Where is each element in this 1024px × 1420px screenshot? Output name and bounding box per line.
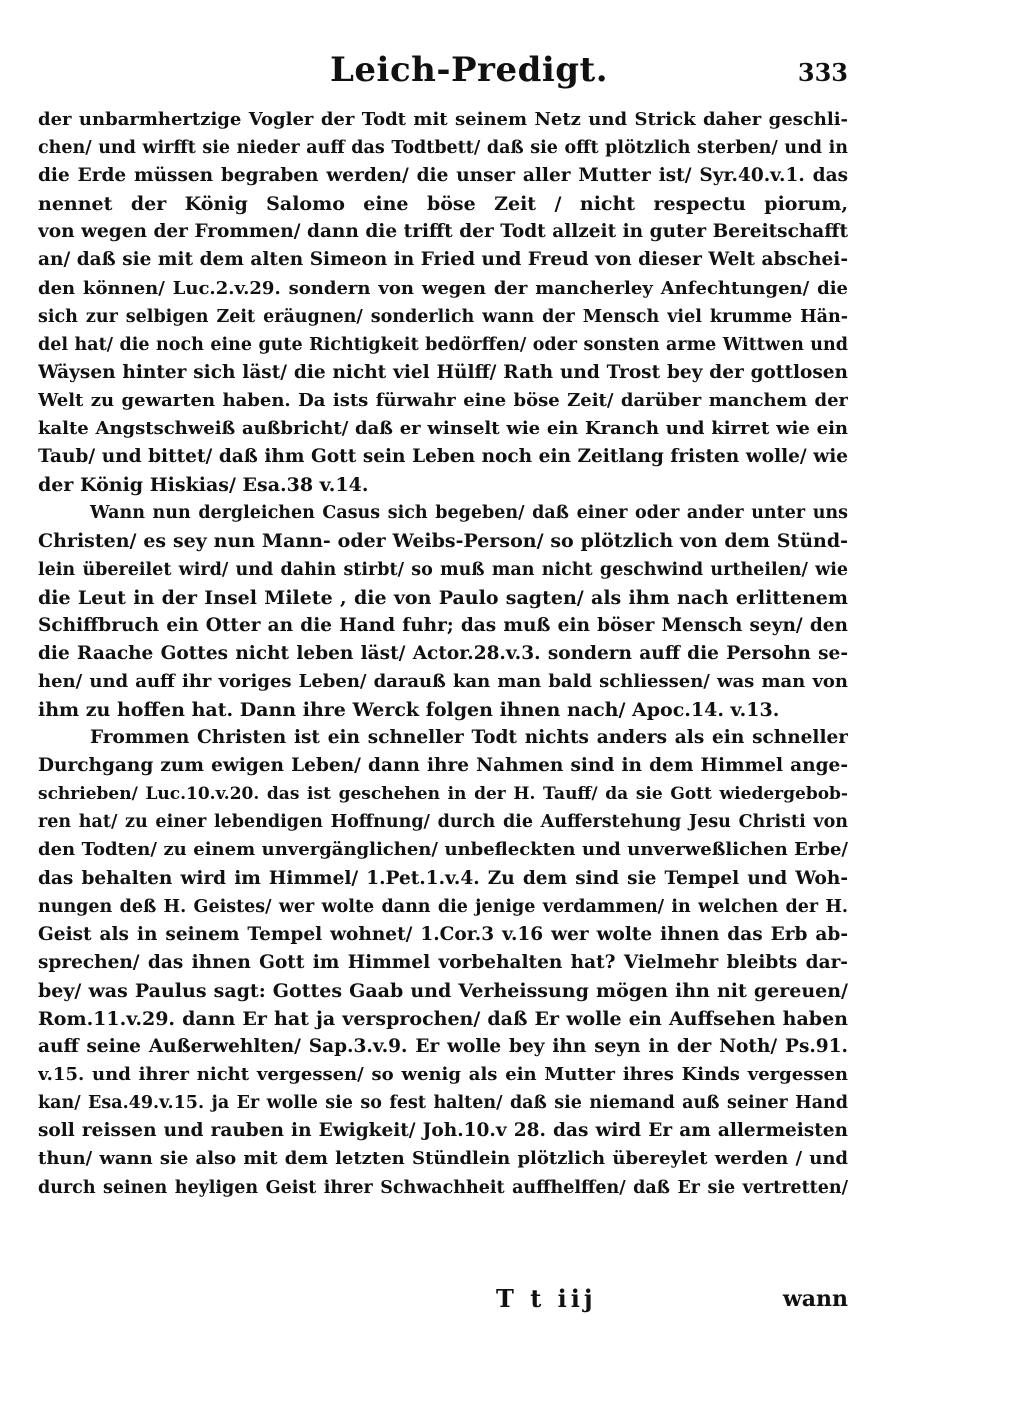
text-line: das behalten wird im Himmel/ 1.Pet.1.v.4. Zu dem sind sie Tempel und Woh- <box>38 867 848 889</box>
text-line: chen/ und wirfft sie nieder auff das Todtbett/ daß sie offt plötzlich sterben/ und in <box>38 138 848 159</box>
text-line: Welt zu gewarten haben. Da ists fürwahr eine böse Zeit/ darüber manchem der <box>38 389 848 411</box>
text-line: del hat/ die noch eine gute Richtigkeit bedörffen/ oder sonsten arme Wittwen und <box>38 334 848 355</box>
text-line: ihm zu hoffen hat. Dann ihre Werck folgen ihnen nach/ Apoc.14. v.13. <box>38 698 780 721</box>
text-line: kalte Angstschweiß außbricht/ daß er winselt wie ein Kranch und kirret wie ein <box>38 418 848 440</box>
text-line: von wegen der Frommen/ dann die trifft der Todt allzeit in guter Bereitschafft <box>38 221 848 243</box>
text-line: Taub/ und bittet/ daß ihm Gott sein Leben noch ein Zeitlang fristen wolle/ wie <box>38 446 848 468</box>
text-line: den Todten/ zu einem unvergänglichen/ unbefleckten und unverweßlichen Erbe/ <box>38 839 848 861</box>
text-line: nennet der König Salomo eine böse Zeit / nicht respectu piorum, <box>38 193 848 216</box>
text-line: sich zur selbigen Zeit eräugnen/ sonderlich wann der Mensch viel krumme Hän- <box>38 306 848 327</box>
text-line: Geist als in seinem Tempel wohnet/ 1.Cor.3 v.16 wer wolte ihnen das Erb ab- <box>38 923 848 945</box>
page-footer <box>0 1284 1024 1320</box>
text-line: die Leut in der Insel Milete , die von Paulo sagten/ als ihm nach erlittenem <box>38 586 848 609</box>
text-line: kan/ Esa.49.v.15. ja Er wolle sie so fest halten/ daß sie niemand auß seiner Hand <box>38 1093 848 1114</box>
text-line: bey/ was Paulus sagt: Gottes Gaab und Verheissung mögen ihn nit gereuen/ <box>38 979 848 1002</box>
page-number: 333 <box>797 58 848 87</box>
page-header <box>0 50 1024 98</box>
text-line: ren hat/ zu einer lebendigen Hoffnung/ durch die Aufferstehung Jesu Christi von <box>38 812 848 833</box>
text-line: der König Hiskias/ Esa.38 v.14. <box>38 474 369 497</box>
catchword: wann <box>782 1286 848 1312</box>
text-line: schrieben/ Luc.10.v.20. das ist geschehen in der H. Tauff/ da sie Gott wiedergebob- <box>38 784 848 805</box>
text-line: thun/ wann sie also mit dem letzten Stündlein plötzlich übereylet werden / und <box>38 1148 848 1170</box>
paragraph-first-line: Frommen Christen ist ein schneller Todt nichts anders als ein schneller <box>90 727 848 749</box>
text-line: lein übereilet wird/ und dahin stirbt/ so muß man nicht geschwind urtheilen/ wie <box>38 559 848 580</box>
signature-mark: T t iij <box>496 1284 597 1313</box>
text-line: sprechen/ das ihnen Gott im Himmel vorbehalten hat? Vielmehr bleibts dar- <box>38 951 848 973</box>
text-line: an/ daß sie mit dem alten Simeon in Fried und Freud von dieser Welt abschei- <box>38 249 848 271</box>
text-line: den können/ Luc.2.v.29. sondern von wegen der mancherley Anfechtungen/ die <box>38 277 848 299</box>
text-line: Rom.11.v.29. dann Er hat ja versprochen/ daß Er wolle ein Auffsehen haben <box>38 1008 848 1030</box>
running-title: Leich-Predigt. <box>330 50 609 90</box>
text-line: der unbarmhertzige Vogler der Todt mit seinem Netz und Strick daher geschli- <box>38 109 848 130</box>
text-line: Durchgang zum ewigen Leben/ dann ihre Nahmen sind in dem Himmel ange- <box>38 755 848 777</box>
text-line: nungen deß H. Geistes/ wer wolte dann die jenige verdammen/ in welchen der H. <box>38 896 848 917</box>
text-line: die Erde müssen begraben werden/ die unser aller Mutter ist/ Syr.40.v.1. das <box>38 165 848 187</box>
text-line: v.15. und ihrer nicht vergessen/ so wenig als ein Mutter ihres Kinds vergessen <box>38 1064 848 1086</box>
text-line: soll reissen und rauben in Ewigkeit/ Joh.10.v 28. das wird Er am allermeisten <box>38 1120 848 1142</box>
text-line: durch seinen heyligen Geist ihrer Schwachheit auffhelffen/ daß Er sie vertretten/ <box>38 1177 848 1198</box>
text-line: die Raache Gottes nicht leben läst/ Actor.28.v.3. sondern auff die Persohn se- <box>38 642 848 664</box>
text-line: Wäysen hinter sich läst/ die nicht viel Hülff/ Rath und Trost bey der gottlosen <box>38 361 848 383</box>
sermon-text <box>38 106 848 1202</box>
text-line: Schiffbruch ein Otter an die Hand fuhr; das muß ein böser Mensch seyn/ den <box>38 614 848 636</box>
text-line: auff seine Außerwehlten/ Sap.3.v.9. Er wolle bey ihn seyn in der Noth/ Ps.91. <box>38 1036 848 1058</box>
text-line: hen/ und auff ihr voriges Leben/ darauß kan man bald schliessen/ was man von <box>38 670 848 692</box>
text-line: Christen/ es sey nun Mann- oder Weibs-Person/ so plötzlich von dem Stünd- <box>38 530 848 553</box>
paragraph-first-line: Wann nun dergleichen Casus sich begeben/ daß einer oder ander unter uns <box>90 503 848 524</box>
